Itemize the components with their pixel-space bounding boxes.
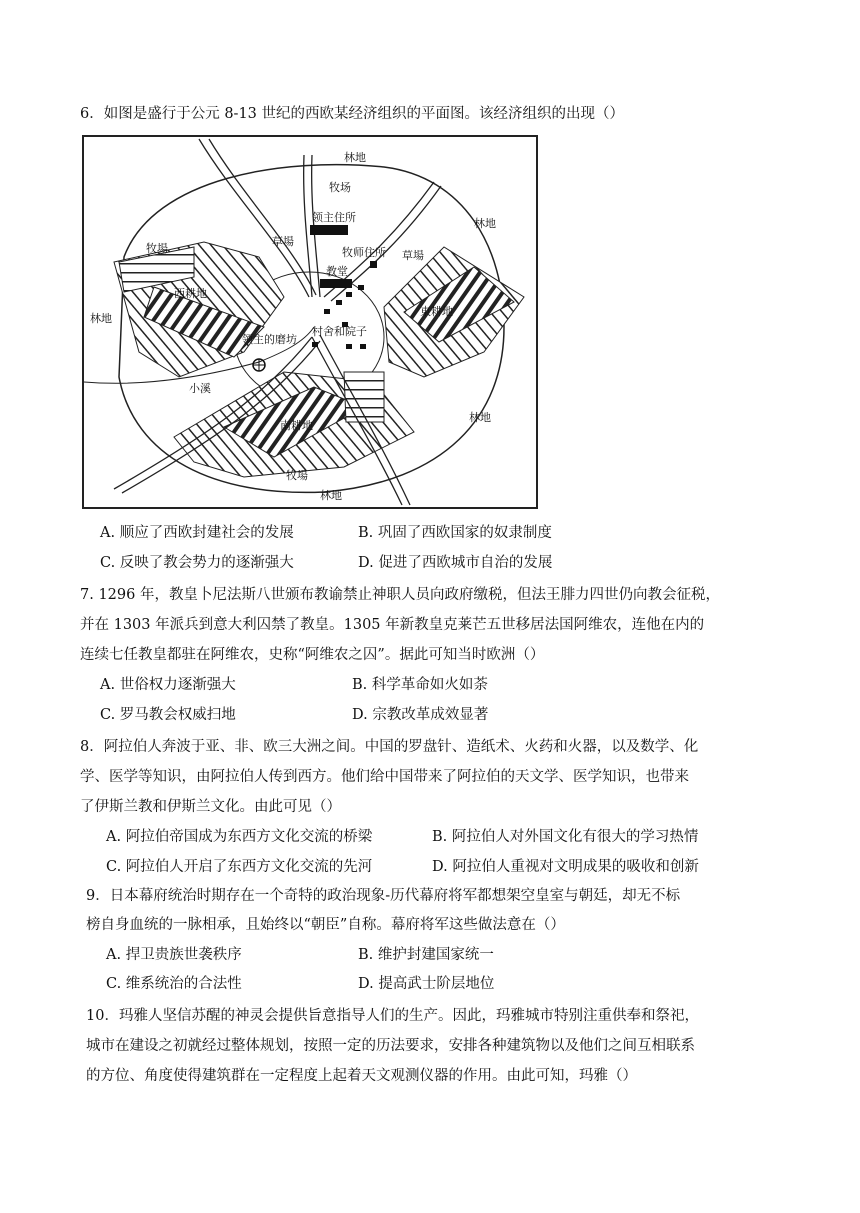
label-woodland-top: 林地 (344, 151, 366, 164)
manor-map (82, 135, 538, 509)
west-field-strips (114, 242, 284, 377)
q6-option-b[interactable]: B. 巩固了西欧国家的奴隶制度 (358, 525, 552, 541)
q7-line-2: 并在 1303 年派兵到意大利囚禁了教皇。1305 年新教皇克莱芒五世移居法国阿维农，连他在内的 (80, 617, 705, 633)
label-lord-mill: 领主的磨坊 (242, 333, 297, 346)
label-west-field: 西耕地 (174, 287, 207, 300)
label-church: 教堂 (326, 265, 348, 278)
priest-house (370, 261, 377, 268)
q8-option-a[interactable]: A. 阿拉伯帝国成为东西方文化交流的桥梁 (106, 829, 373, 845)
q9-option-a[interactable]: A. 捍卫贵族世袭秩序 (106, 947, 242, 963)
q7-option-a[interactable]: A. 世俗权力逐渐强大 (100, 677, 236, 693)
church-building (320, 279, 352, 288)
q10-line-2: 城市在建设之初就经过整体规划，按照一定的历法要求，安排各种建筑物以及他们之间互相联系 (86, 1038, 695, 1054)
q6-option-d[interactable]: D. 促进了西欧城市自治的发展 (358, 555, 553, 571)
lord-residence-building (310, 225, 348, 235)
q8-option-c[interactable]: C. 阿拉伯人开启了东西方文化交流的先河 (106, 859, 373, 875)
q9-option-b[interactable]: B. 维护封建国家统一 (358, 947, 494, 963)
q9-line-2: 榜自身血统的一脉相承，且始终以“朝臣”自称。幕府将军这些做法意在（） (86, 917, 565, 933)
q6-stem: 6．如图是盛行于公元 8-13 世纪的西欧某经济组织的平面图。该经济组织的出现（） (80, 106, 625, 122)
q8-line-2: 学、医学等知识，由阿拉伯人传到西方。他们给中国带来了阿拉伯的天文学、医学知识，也带来 (80, 769, 689, 785)
label-priest-residence: 牧师住所 (342, 246, 386, 259)
label-pasture-left: 牧場 (146, 242, 168, 255)
manor-map-drawing (84, 137, 536, 507)
q10-line-3: 的方位、角度使得建筑群在一定程度上起着天文观测仪器的作用。由此可知，玛雅（） (86, 1068, 637, 1084)
label-woodland-right-top: 林地 (474, 217, 496, 230)
label-south-field: 南耕地 (280, 419, 313, 432)
q9-line-1: 9．日本幕府统治时期存在一个奇特的政治现象-历代幕府将军都想架空皇室与朝廷，却无不标 (86, 888, 681, 904)
label-lord-residence: 领主住所 (312, 211, 356, 224)
label-east-field: 東耕地 (420, 305, 453, 318)
label-stream: 小溪 (189, 382, 211, 395)
label-meadow-left: 草場 (272, 235, 294, 248)
q7-line-3: 连续七任教皇都驻在阿维农，史称“阿维农之囚”。据此可知当时欧洲（） (80, 647, 545, 663)
label-cottages: 村舍和院子 (312, 325, 367, 338)
q6-option-a[interactable]: A. 顺应了西欧封建社会的发展 (100, 525, 294, 541)
east-field-strips (384, 247, 524, 377)
label-pasture-top: 牧场 (329, 181, 351, 194)
q8-option-d[interactable]: D. 阿拉伯人重视对文明成果的吸收和创新 (432, 859, 699, 875)
q8-option-b[interactable]: B. 阿拉伯人对外国文化有很大的学习热情 (432, 829, 699, 845)
q7-option-b[interactable]: B. 科学革命如火如荼 (352, 677, 488, 693)
label-woodland-bottom: 林地 (320, 489, 342, 502)
q8-line-3: 了伊斯兰教和伊斯兰文化。由此可见（） (80, 799, 341, 815)
q7-option-d[interactable]: D. 宗教改革成效显著 (352, 707, 489, 723)
q8-line-1: 8．阿拉伯人奔波于亚、非、欧三大洲之间。中国的罗盘针、造纸术、火药和火器，以及数学、化 (80, 739, 699, 755)
q7-line-1: 7. 1296 年，教皇卜尼法斯八世颁布教谕禁止神职人员向政府缴税，但法王腓力四世仍向教会征税， (80, 587, 720, 603)
q6-option-c[interactable]: C. 反映了教会势力的逐渐强大 (100, 555, 294, 571)
q9-option-d[interactable]: D. 提高武士阶层地位 (358, 976, 495, 992)
mill-icon (253, 359, 265, 371)
label-woodland-right-bottom: 林地 (469, 411, 491, 424)
label-meadow-right: 草場 (402, 249, 424, 262)
label-woodland-left: 林地 (90, 312, 112, 325)
q9-option-c[interactable]: C. 维系统治的合法性 (106, 976, 242, 992)
q10-line-1: 10．玛雅人坚信苏醒的神灵会提供旨意指导人们的生产。因此，玛雅城市特别注重供奉和祭祀， (86, 1008, 699, 1024)
label-pasture-bottom: 牧場 (286, 469, 308, 482)
q7-option-c[interactable]: C. 罗马教会权威扫地 (100, 707, 236, 723)
